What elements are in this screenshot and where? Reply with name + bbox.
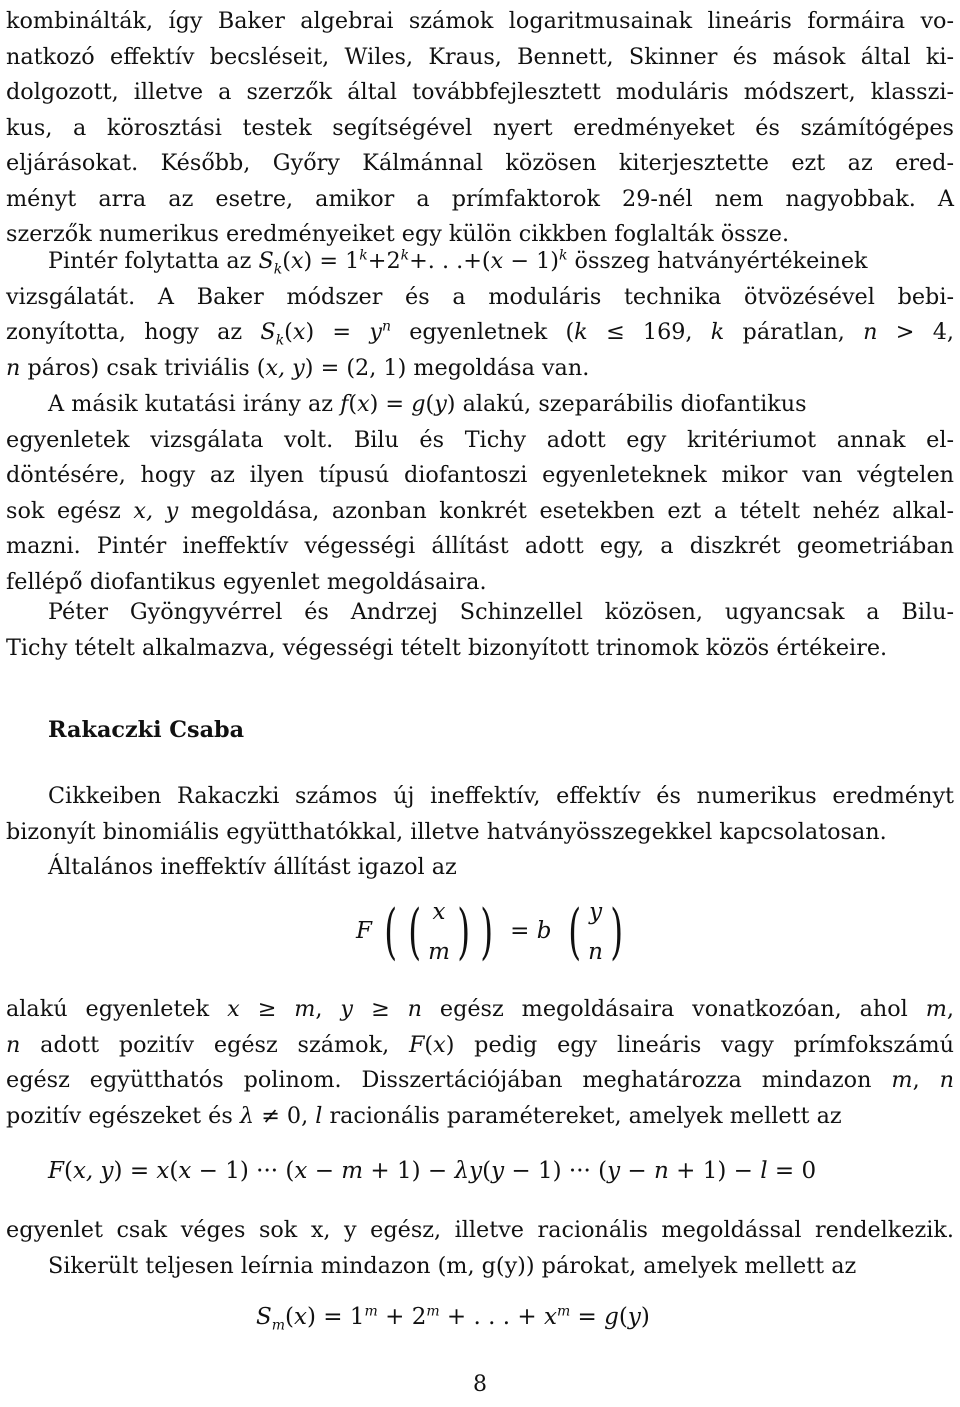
- text-line: egész együtthatós polinom. Disszertációjában meghatározza mindazon m, n: [6, 1067, 954, 1093]
- text-line: natkozó effektív becsléseit, Wiles, Kraus, Bennett, Skinner és mások által ki-: [6, 43, 954, 70]
- text-line: döntésére, hogy az ilyen típusú diofantoszi egyenleteknek mikor van végtelen: [6, 462, 954, 488]
- text-line: alakú egyenletek x ≥ m, y ≥ n egész megoldásaira vonatkozóan, ahol m,: [6, 996, 954, 1022]
- binomial-x-m: ( x m ): [407, 897, 471, 967]
- text-line: n adott pozitív egész számok, F(x) pedig egy lineáris vagy prímfokszámú: [6, 1031, 954, 1058]
- text-line: Pintér folytatta az $S_k(x) = 1^k+2^k+$. . $.+(x - 1)^k$ összeg hatványértékeinek: [48, 247, 868, 278]
- text-line: sok egész x, y megoldása, azonban konkrét esetekben ezt a tételt nehéz alkal-: [6, 497, 954, 524]
- binomial-equation: [356, 892, 628, 972]
- text-line: egyenletek vizsgálata volt. Bilu és Tichy adott egy kritériumot annak el-: [6, 426, 954, 453]
- text-line: kombinálták, így Baker algebrai számok logaritmusainak lineáris formáira vo-: [6, 8, 954, 34]
- text-line: fellépő diofantikus egyenlet megoldásaira.: [6, 568, 487, 595]
- section-heading: Rakaczki Csaba: [48, 717, 245, 743]
- text-line: n páros) csak triviális (x, y) = (2, 1) megoldása van.: [6, 354, 590, 381]
- text-line: eljárásokat. Később, Győry Kálmánnal közösen kiterjesztette ezt az ered-: [6, 150, 954, 176]
- text-line: mazni. Pintér ineffektív végességi állítást adott egy, a diszkrét geometriában: [6, 533, 954, 559]
- text-line: dolgozott, illetve a szerzők által továbbfejlesztett moduláris módszert, klasszi-: [6, 79, 954, 105]
- paragraph-finite-solutions: [6, 1213, 954, 1284]
- eq-symbol: F: [356, 918, 372, 944]
- paragraph-separable-equations: [6, 387, 954, 600]
- text-line: szerzők numerikus eredményeiket egy külön cikkben foglalták össze.: [6, 221, 790, 247]
- text-line: ményt arra az esetre, amikor a prímfaktorok 29-nél nem nagyobbak. A: [6, 185, 954, 212]
- outer-bracket: ( ( x m ) ): [379, 892, 499, 972]
- text-line: vizsgálatát. A Baker módszer és a moduláris technika ötvözésével bebi-: [6, 283, 954, 310]
- paragraph-trinomials: [6, 595, 954, 666]
- polynomial-equation: F(x, y) = x(x − 1) ··· (x − m + 1) − λy(y − 1) ··· (y − n + 1) − l = 0: [48, 1158, 817, 1184]
- text-line: pozitív egészeket és λ ≠ 0, l racionális paramétereket, amelyek mellett az: [6, 1102, 842, 1129]
- paragraph-baker-methods: [6, 4, 954, 253]
- page-number: 8: [473, 1372, 487, 1397]
- text-line: Péter Gyöngyvérrel és Andrzej Schinzellel közösen, ugyancsak a Bilu-: [48, 599, 954, 625]
- text-line: Általános ineffektív állítást igazol az: [48, 854, 457, 880]
- text-line: kus, a körosztási testek segítségével nyert eredményeket és számítógépes: [6, 114, 954, 141]
- text-line: A másik kutatási irány az f(x) = g(y) alakú, szeparábilis diofantikus: [48, 391, 807, 417]
- paragraph-rakaczki-intro: [6, 779, 954, 886]
- paragraph-pinter-powersums: [6, 244, 954, 386]
- paragraph-rakaczki-results: [6, 992, 954, 1134]
- text-line: egyenlet csak véges sok x, y egész, illetve racionális megoldással rendelkezik.: [6, 1217, 954, 1243]
- text-line: zonyította, hogy az $S_k(x) = y^n$ egyenletnek (k ≤ 169, k páratlan, n > 4,: [6, 318, 954, 349]
- text-line: bizonyít binomiális együtthatókkal, illetve hatványösszegekkel kapcsolatosan.: [6, 818, 887, 845]
- eq-equals: = b: [510, 918, 552, 944]
- binomial-y-n: ( y n ): [568, 897, 624, 967]
- text-line: Cikkeiben Rakaczki számos új ineffektív, effektív és numerikus eredményt: [48, 783, 954, 809]
- text-line: Tichy tételt alkalmazva, végességi tételt bizonyított trinomok közös értékeire.: [6, 634, 888, 661]
- text-line: Sikerült teljesen leírnia mindazon (m, g(y)) párokat, amelyek mellett az: [48, 1252, 857, 1279]
- power-sum-equation: $S_m(x) = 1^m + 2^m$ + . . . + $x^m = g(y)$: [256, 1303, 650, 1334]
